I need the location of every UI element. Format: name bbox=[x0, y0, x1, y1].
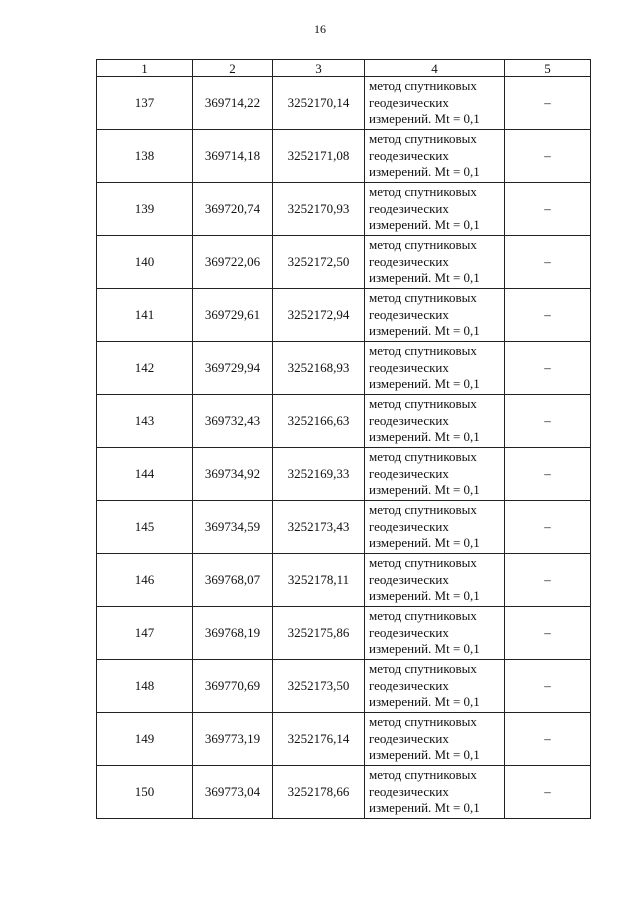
method-line-1: метод спутниковых bbox=[369, 767, 477, 783]
table-header-row bbox=[97, 60, 591, 77]
note-cell: – bbox=[505, 395, 591, 448]
x-coordinate-cell: 369720,74 bbox=[193, 183, 273, 236]
method-line-1: метод спутниковых bbox=[369, 714, 477, 730]
method-cell bbox=[365, 236, 505, 289]
method-cell bbox=[365, 342, 505, 395]
point-number-cell: 149 bbox=[97, 713, 193, 766]
x-coordinate-cell: 369729,61 bbox=[193, 289, 273, 342]
table-row bbox=[97, 448, 591, 501]
method-line-2: геодезических bbox=[369, 94, 449, 110]
note-cell: – bbox=[505, 713, 591, 766]
note-cell: – bbox=[505, 501, 591, 554]
note-cell: – bbox=[505, 448, 591, 501]
method-line-1: метод спутниковых bbox=[369, 449, 477, 465]
y-coordinate-cell: 3252173,50 bbox=[273, 660, 365, 713]
table-row bbox=[97, 607, 591, 660]
method-line-1: метод спутниковых bbox=[369, 502, 477, 518]
method-line-3: измерений. Mt = 0,1 bbox=[369, 111, 480, 127]
point-number-cell: 145 bbox=[97, 501, 193, 554]
point-number-cell: 137 bbox=[97, 77, 193, 130]
method-cell bbox=[365, 289, 505, 342]
header-col-4: 4 bbox=[365, 60, 505, 77]
x-coordinate-cell: 369768,19 bbox=[193, 607, 273, 660]
note-cell: – bbox=[505, 130, 591, 183]
table-row bbox=[97, 236, 591, 289]
method-line-1: метод спутниковых bbox=[369, 131, 477, 147]
note-cell: – bbox=[505, 289, 591, 342]
x-coordinate-cell: 369773,04 bbox=[193, 766, 273, 819]
x-coordinate-cell: 369770,69 bbox=[193, 660, 273, 713]
method-cell bbox=[365, 77, 505, 130]
method-cell bbox=[365, 660, 505, 713]
method-line-3: измерений. Mt = 0,1 bbox=[369, 747, 480, 763]
method-line-1: метод спутниковых bbox=[369, 290, 477, 306]
method-line-1: метод спутниковых bbox=[369, 237, 477, 253]
point-number-cell: 143 bbox=[97, 395, 193, 448]
y-coordinate-cell: 3252169,33 bbox=[273, 448, 365, 501]
y-coordinate-cell: 3252178,66 bbox=[273, 766, 365, 819]
method-line-2: геодезических bbox=[369, 306, 449, 322]
method-cell bbox=[365, 713, 505, 766]
method-line-1: метод спутниковых bbox=[369, 555, 477, 571]
method-line-1: метод спутниковых bbox=[369, 396, 477, 412]
point-number-cell: 140 bbox=[97, 236, 193, 289]
method-line-1: метод спутниковых bbox=[369, 78, 477, 94]
method-line-3: измерений. Mt = 0,1 bbox=[369, 535, 480, 551]
method-line-2: геодезических bbox=[369, 518, 449, 534]
y-coordinate-cell: 3252172,94 bbox=[273, 289, 365, 342]
table-body bbox=[97, 60, 591, 819]
method-cell bbox=[365, 766, 505, 819]
y-coordinate-cell: 3252173,43 bbox=[273, 501, 365, 554]
note-cell: – bbox=[505, 554, 591, 607]
method-line-2: геодезических bbox=[369, 253, 449, 269]
method-line-1: метод спутниковых bbox=[369, 608, 477, 624]
method-line-3: измерений. Mt = 0,1 bbox=[369, 376, 480, 392]
x-coordinate-cell: 369722,06 bbox=[193, 236, 273, 289]
x-coordinate-cell: 369714,22 bbox=[193, 77, 273, 130]
y-coordinate-cell: 3252178,11 bbox=[273, 554, 365, 607]
header-col-1: 1 bbox=[97, 60, 193, 77]
header-col-2: 2 bbox=[193, 60, 273, 77]
method-line-2: геодезических bbox=[369, 465, 449, 481]
method-line-3: измерений. Mt = 0,1 bbox=[369, 429, 480, 445]
point-number-cell: 138 bbox=[97, 130, 193, 183]
method-cell bbox=[365, 130, 505, 183]
point-number-cell: 150 bbox=[97, 766, 193, 819]
table-row bbox=[97, 289, 591, 342]
method-cell bbox=[365, 448, 505, 501]
note-cell: – bbox=[505, 77, 591, 130]
method-line-1: метод спутниковых bbox=[369, 661, 477, 677]
point-number-cell: 139 bbox=[97, 183, 193, 236]
method-line-3: измерений. Mt = 0,1 bbox=[369, 482, 480, 498]
x-coordinate-cell: 369734,59 bbox=[193, 501, 273, 554]
method-line-1: метод спутниковых bbox=[369, 184, 477, 200]
method-line-3: измерений. Mt = 0,1 bbox=[369, 270, 480, 286]
table-row bbox=[97, 130, 591, 183]
method-line-2: геодезических bbox=[369, 359, 449, 375]
method-line-2: геодезических bbox=[369, 730, 449, 746]
method-line-3: измерений. Mt = 0,1 bbox=[369, 217, 480, 233]
method-cell bbox=[365, 501, 505, 554]
point-number-cell: 144 bbox=[97, 448, 193, 501]
table-row bbox=[97, 501, 591, 554]
page-number: 16 bbox=[314, 22, 326, 36]
table-row bbox=[97, 713, 591, 766]
table-row bbox=[97, 766, 591, 819]
note-cell: – bbox=[505, 183, 591, 236]
method-line-1: метод спутниковых bbox=[369, 343, 477, 359]
table-row bbox=[97, 395, 591, 448]
table-row bbox=[97, 342, 591, 395]
x-coordinate-cell: 369729,94 bbox=[193, 342, 273, 395]
table-row bbox=[97, 77, 591, 130]
x-coordinate-cell: 369714,18 bbox=[193, 130, 273, 183]
note-cell: – bbox=[505, 342, 591, 395]
method-cell bbox=[365, 607, 505, 660]
table-row bbox=[97, 554, 591, 607]
note-cell: – bbox=[505, 766, 591, 819]
method-line-3: измерений. Mt = 0,1 bbox=[369, 323, 480, 339]
note-cell: – bbox=[505, 660, 591, 713]
y-coordinate-cell: 3252168,93 bbox=[273, 342, 365, 395]
method-line-2: геодезических bbox=[369, 783, 449, 799]
method-line-2: геодезических bbox=[369, 200, 449, 216]
x-coordinate-cell: 369732,43 bbox=[193, 395, 273, 448]
x-coordinate-cell: 369734,92 bbox=[193, 448, 273, 501]
y-coordinate-cell: 3252166,63 bbox=[273, 395, 365, 448]
note-cell: – bbox=[505, 236, 591, 289]
method-line-2: геодезических bbox=[369, 571, 449, 587]
header-col-3: 3 bbox=[273, 60, 365, 77]
y-coordinate-cell: 3252171,08 bbox=[273, 130, 365, 183]
coordinates-table bbox=[96, 59, 591, 819]
point-number-cell: 148 bbox=[97, 660, 193, 713]
method-cell bbox=[365, 183, 505, 236]
method-cell bbox=[365, 554, 505, 607]
point-number-cell: 142 bbox=[97, 342, 193, 395]
method-line-2: геодезических bbox=[369, 624, 449, 640]
note-cell: – bbox=[505, 607, 591, 660]
y-coordinate-cell: 3252172,50 bbox=[273, 236, 365, 289]
y-coordinate-cell: 3252175,86 bbox=[273, 607, 365, 660]
point-number-cell: 141 bbox=[97, 289, 193, 342]
method-line-3: измерений. Mt = 0,1 bbox=[369, 641, 480, 657]
method-line-2: геодезических bbox=[369, 677, 449, 693]
x-coordinate-cell: 369768,07 bbox=[193, 554, 273, 607]
y-coordinate-cell: 3252170,93 bbox=[273, 183, 365, 236]
y-coordinate-cell: 3252170,14 bbox=[273, 77, 365, 130]
header-col-5: 5 bbox=[505, 60, 591, 77]
method-line-2: геодезических bbox=[369, 147, 449, 163]
y-coordinate-cell: 3252176,14 bbox=[273, 713, 365, 766]
table-row bbox=[97, 660, 591, 713]
table-row bbox=[97, 183, 591, 236]
method-cell bbox=[365, 395, 505, 448]
method-line-2: геодезических bbox=[369, 412, 449, 428]
method-line-3: измерений. Mt = 0,1 bbox=[369, 694, 480, 710]
point-number-cell: 146 bbox=[97, 554, 193, 607]
point-number-cell: 147 bbox=[97, 607, 193, 660]
method-line-3: измерений. Mt = 0,1 bbox=[369, 164, 480, 180]
x-coordinate-cell: 369773,19 bbox=[193, 713, 273, 766]
method-line-3: измерений. Mt = 0,1 bbox=[369, 588, 480, 604]
method-line-3: измерений. Mt = 0,1 bbox=[369, 800, 480, 816]
